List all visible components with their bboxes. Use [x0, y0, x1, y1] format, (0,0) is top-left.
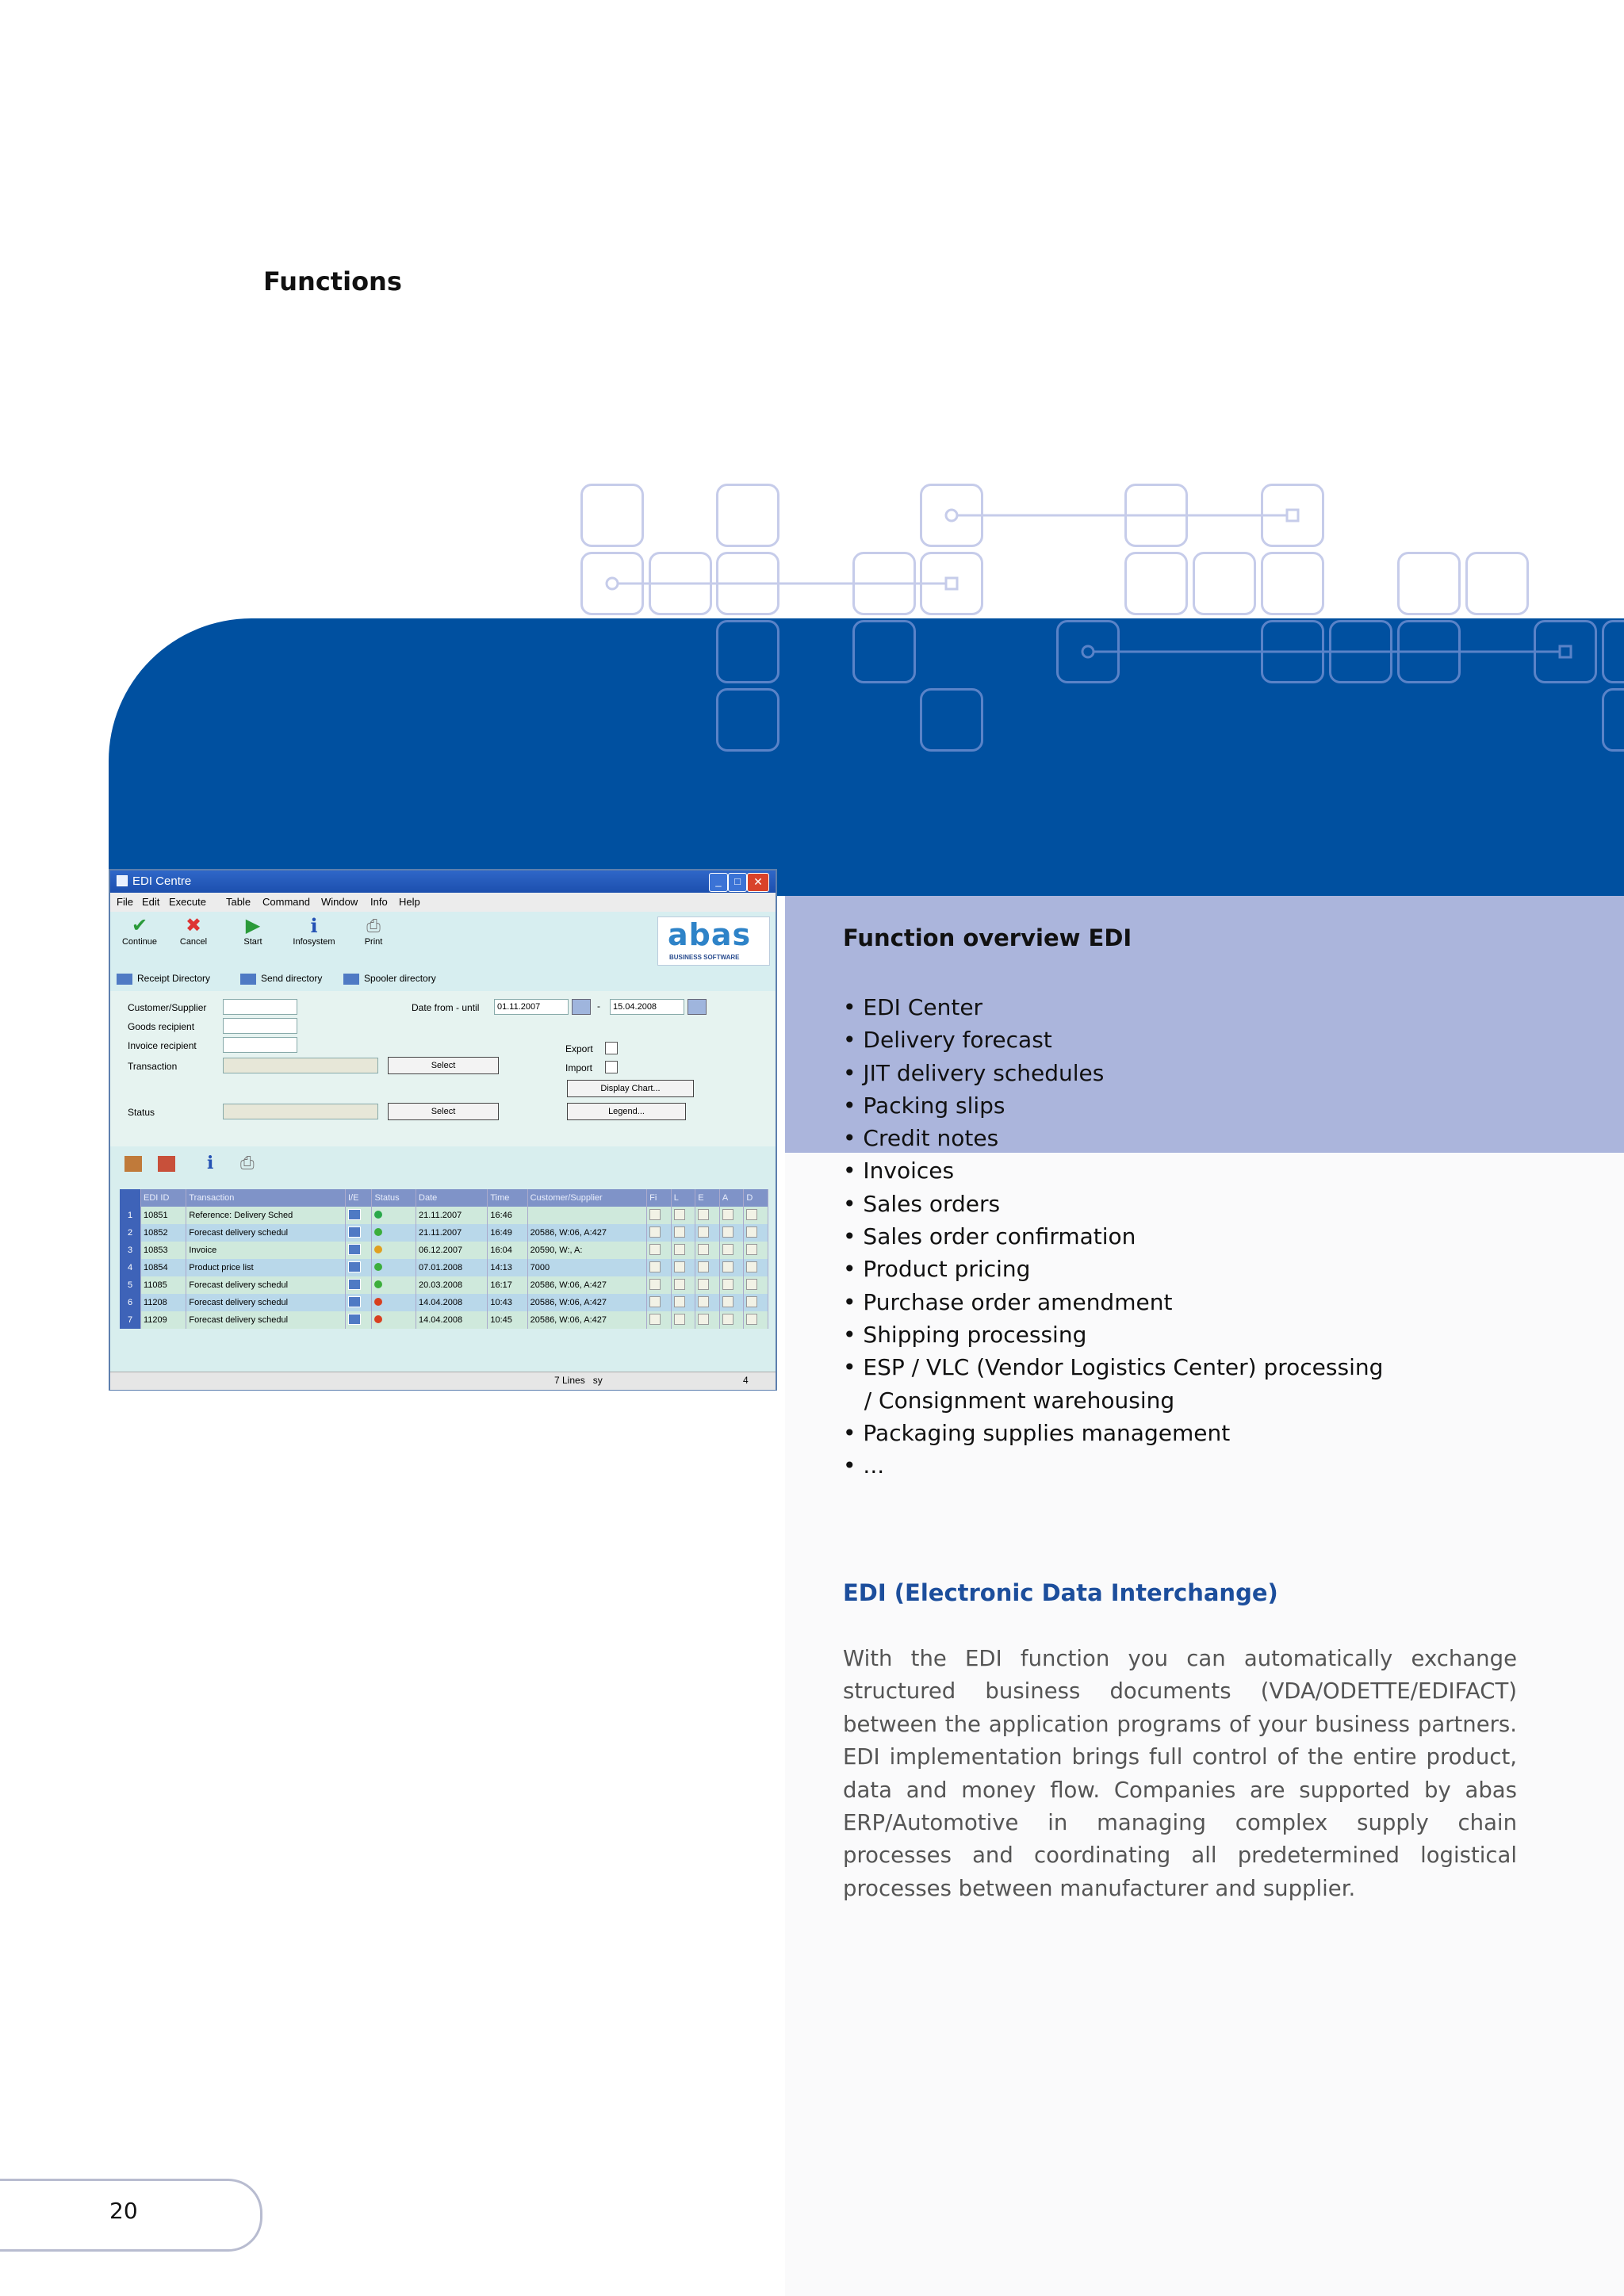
status-dot-icon [374, 1246, 382, 1253]
receipt-directory-link[interactable]: Receipt Directory [137, 973, 211, 984]
filter-form: Customer/Supplier Goods recipient Invoice recipient Transaction Select Status Select Date from - until 01.11.2007 - 15.04.2008 Export Import Display Chart... Legend... [110, 991, 776, 1146]
import-checkbox[interactable] [605, 1061, 618, 1073]
action-icon[interactable] [674, 1314, 685, 1325]
status-cell [372, 1259, 416, 1276]
action-icon[interactable] [674, 1226, 685, 1238]
status-dot-icon [374, 1263, 382, 1271]
a-cell [719, 1207, 744, 1224]
list-item: • Sales order confirmation [843, 1223, 1136, 1250]
direction-icon [348, 1209, 361, 1220]
list-item: / Consignment warehousing [843, 1387, 1175, 1414]
action-icon[interactable] [674, 1261, 685, 1272]
printer-icon: ⎙ [366, 916, 381, 936]
action-icon[interactable] [674, 1244, 685, 1255]
status-dot-icon [374, 1211, 382, 1219]
infosystem-button[interactable] [286, 915, 342, 947]
customer-supplier-cell: 7000 [527, 1259, 647, 1276]
row-number: 7 [120, 1311, 141, 1329]
action-icon[interactable] [649, 1244, 661, 1255]
table-row[interactable] [120, 1294, 768, 1311]
list-item: • Credit notes [843, 1125, 999, 1152]
menu-file[interactable]: File [117, 896, 133, 908]
folder-icon [343, 974, 359, 985]
status-cell [372, 1276, 416, 1294]
customer-supplier-cell: 20586, W:06, A:427 [527, 1276, 647, 1294]
row-number: 6 [120, 1294, 141, 1311]
transaction-label: Transaction [128, 1061, 178, 1072]
print-label: Print [364, 937, 383, 947]
folder-icon [117, 974, 132, 985]
column-header[interactable]: Date [416, 1189, 488, 1207]
menu-window[interactable]: Window [321, 896, 358, 908]
app-icon [117, 875, 128, 886]
results-area [110, 1146, 776, 1381]
transaction-cell: Forecast delivery schedul [186, 1294, 346, 1311]
edi-id-cell: 10852 [141, 1224, 186, 1242]
list-item: • EDI Center [843, 994, 983, 1020]
list-item: • Packing slips [843, 1092, 1005, 1119]
list-item: • ESP / VLC (Vendor Logistics Center) processing [843, 1354, 1384, 1381]
spooler-directory-link[interactable]: Spooler directory [364, 973, 436, 984]
e-cell [695, 1242, 720, 1259]
export-checkbox[interactable] [605, 1042, 618, 1054]
table-row[interactable] [120, 1207, 768, 1224]
menu-command[interactable]: Command [262, 896, 310, 908]
ie-cell [345, 1294, 371, 1311]
transaction-input[interactable] [223, 1058, 378, 1073]
action-icon[interactable] [746, 1209, 757, 1220]
action-icon[interactable] [722, 1314, 733, 1325]
action-icon[interactable] [674, 1279, 685, 1290]
abas-logo [657, 916, 770, 966]
edi-id-cell: 11208 [141, 1294, 186, 1311]
customer-supplier-label: Customer/Supplier [128, 1002, 207, 1013]
edi-id-cell: 11085 [141, 1276, 186, 1294]
fi-cell [647, 1242, 672, 1259]
time-cell: 10:43 [488, 1294, 527, 1311]
ie-cell [345, 1242, 371, 1259]
action-icon[interactable] [722, 1244, 733, 1255]
ie-cell [345, 1276, 371, 1294]
status-bar-text: 7 Lines sy [554, 1375, 603, 1386]
e-cell [695, 1224, 720, 1242]
date-cell: 14.04.2008 [416, 1311, 488, 1329]
edi-paragraph: With the EDI function you can automatically exchange structured business documents (VDA/ODETTE/EDIFACT) between the application programs of your business partners. EDI implementation brings full control of the entire product, data and money flow. Companies are supported by abas ERP/Automotive in managing complex supply chain processes and coordinating all predetermined logistical processes between manufacturer and supplier. [843, 1646, 1517, 1901]
page-number: 20 [109, 2198, 138, 2224]
customer-supplier-cell: 20586, W:06, A:427 [527, 1294, 647, 1311]
action-icon[interactable] [698, 1226, 709, 1238]
invoice-recipient-label: Invoice recipient [128, 1040, 197, 1051]
column-header[interactable]: Status [372, 1189, 416, 1207]
continue-button[interactable] [120, 915, 159, 947]
menu-edit[interactable]: Edit [142, 896, 160, 908]
cancel-button[interactable] [174, 915, 213, 947]
calendar-icon[interactable] [572, 999, 591, 1015]
d-cell [744, 1294, 768, 1311]
action-icon[interactable] [746, 1261, 757, 1272]
customer-supplier-cell: 20590, W:, A: [527, 1242, 647, 1259]
window-titlebar [110, 871, 776, 893]
status-input[interactable] [223, 1104, 378, 1119]
date-range-label: Date from - until [412, 1002, 480, 1013]
action-icon[interactable] [722, 1226, 733, 1238]
date-cell: 20.03.2008 [416, 1276, 488, 1294]
date-cell: 21.11.2007 [416, 1207, 488, 1224]
list-item: • Invoices [843, 1158, 955, 1184]
infosystem-label: Infosystem [293, 937, 335, 947]
window-title: EDI Centre [132, 874, 192, 888]
transaction-cell: Reference: Delivery Sched [186, 1207, 346, 1224]
folder-icon [240, 974, 256, 985]
column-header[interactable]: EDI ID [141, 1189, 186, 1207]
a-cell [719, 1224, 744, 1242]
time-cell: 16:17 [488, 1276, 527, 1294]
fi-cell [647, 1259, 672, 1276]
action-icon[interactable] [722, 1296, 733, 1307]
action-icon[interactable] [746, 1314, 757, 1325]
export-label: Export [565, 1043, 593, 1054]
edi-table [120, 1189, 768, 1329]
action-icon[interactable] [722, 1261, 733, 1272]
date-cell: 21.11.2007 [416, 1224, 488, 1242]
row-number: 5 [120, 1276, 141, 1294]
import-label: Import [565, 1062, 593, 1073]
table-row[interactable] [120, 1311, 768, 1329]
action-icon[interactable] [746, 1226, 757, 1238]
ie-cell [345, 1224, 371, 1242]
e-cell [695, 1207, 720, 1224]
cross-icon: ✖ [185, 915, 202, 936]
transaction-select-button[interactable]: Select [388, 1057, 499, 1074]
menu-info[interactable]: Info [370, 896, 388, 908]
fi-cell [647, 1311, 672, 1329]
e-cell [695, 1276, 720, 1294]
d-cell [744, 1276, 768, 1294]
play-icon: ▶ [245, 915, 261, 936]
table-row[interactable] [120, 1276, 768, 1294]
edi-id-cell: 10851 [141, 1207, 186, 1224]
column-header[interactable]: Customer/Supplier [527, 1189, 647, 1207]
edi-id-cell: 10854 [141, 1259, 186, 1276]
legend-label: Legend... [608, 1107, 645, 1116]
send-directory-link[interactable]: Send directory [261, 973, 323, 984]
row-number: 2 [120, 1224, 141, 1242]
date-cell: 06.12.2007 [416, 1242, 488, 1259]
menu-table[interactable]: Table [226, 896, 251, 908]
customer-supplier-cell [527, 1207, 647, 1224]
connector-lines [0, 0, 1624, 793]
status-label: Status [128, 1107, 155, 1118]
l-cell [671, 1311, 695, 1329]
d-cell [744, 1224, 768, 1242]
date-from-input[interactable]: 01.11.2007 [494, 999, 569, 1015]
status-cell [372, 1207, 416, 1224]
action-icon[interactable] [698, 1209, 709, 1220]
goods-recipient-label: Goods recipient [128, 1021, 195, 1032]
display-chart-label: Display Chart... [600, 1084, 661, 1093]
display-chart-button[interactable] [567, 1080, 694, 1097]
start-button[interactable] [237, 915, 269, 947]
status-dot-icon [374, 1315, 382, 1323]
row-number: 4 [120, 1259, 141, 1276]
table-row[interactable] [120, 1224, 768, 1242]
action-icon[interactable] [746, 1244, 757, 1255]
status-dot-icon [374, 1280, 382, 1288]
list-item: • Shipping processing [843, 1321, 1087, 1348]
direction-icon [348, 1279, 361, 1290]
status-cell [372, 1242, 416, 1259]
fi-cell [647, 1224, 672, 1242]
edi-centre-window [109, 869, 777, 1391]
l-cell [671, 1207, 695, 1224]
customer-supplier-cell: 20586, W:06, A:427 [527, 1224, 647, 1242]
menu-bar [110, 893, 776, 912]
transaction-cell: Forecast delivery schedul [186, 1311, 346, 1329]
l-cell [671, 1224, 695, 1242]
goods-recipient-input[interactable] [223, 1018, 297, 1034]
fi-cell [647, 1276, 672, 1294]
status-dot-icon [374, 1228, 382, 1236]
action-icon[interactable] [722, 1209, 733, 1220]
e-cell [695, 1294, 720, 1311]
printer-icon[interactable]: ⎙ [240, 1153, 255, 1173]
date-until-input[interactable]: 15.04.2008 [610, 999, 684, 1015]
action-icon[interactable] [698, 1314, 709, 1325]
minimize-icon[interactable]: _ [709, 873, 728, 892]
direction-icon [348, 1244, 361, 1255]
direction-icon [348, 1226, 361, 1238]
action-icon[interactable] [746, 1296, 757, 1307]
edi-id-cell: 10853 [141, 1242, 186, 1259]
info-icon: i [310, 914, 318, 937]
maximize-icon[interactable]: □ [728, 873, 747, 892]
logo-subtitle: BUSINESS SOFTWARE [669, 954, 740, 961]
fi-cell [647, 1294, 672, 1311]
customer-supplier-cell: 20586, W:06, A:427 [527, 1311, 647, 1329]
legend-button[interactable] [567, 1103, 686, 1120]
action-icon[interactable] [722, 1279, 733, 1290]
e-cell [695, 1311, 720, 1329]
d-cell [744, 1311, 768, 1329]
action-icon[interactable] [649, 1261, 661, 1272]
action-icon[interactable] [698, 1279, 709, 1290]
edi-id-cell: 11209 [141, 1311, 186, 1329]
transaction-cell: Invoice [186, 1242, 346, 1259]
a-cell [719, 1311, 744, 1329]
d-cell [744, 1259, 768, 1276]
table-header [120, 1189, 768, 1207]
time-cell: 16:49 [488, 1224, 527, 1242]
row-number: 1 [120, 1207, 141, 1224]
table-icon[interactable] [124, 1156, 142, 1172]
customer-supplier-input[interactable] [223, 999, 297, 1015]
logo-text: abas [668, 917, 752, 952]
toolbar [110, 912, 776, 968]
page-title: Functions [263, 266, 402, 297]
action-icon[interactable] [649, 1279, 661, 1290]
action-icon[interactable] [698, 1244, 709, 1255]
status-cell [372, 1294, 416, 1311]
action-icon[interactable] [649, 1296, 661, 1307]
table-row[interactable] [120, 1242, 768, 1259]
e-cell [695, 1259, 720, 1276]
action-icon[interactable] [674, 1209, 685, 1220]
action-icon[interactable] [649, 1314, 661, 1325]
status-bar-count: 4 [743, 1375, 749, 1386]
column-header[interactable]: I/E [345, 1189, 371, 1207]
action-icon[interactable] [746, 1279, 757, 1290]
list-item: • Packaging supplies management [843, 1419, 1231, 1446]
continue-label: Continue [121, 937, 158, 947]
menu-execute[interactable]: Execute [169, 896, 206, 908]
l-cell [671, 1259, 695, 1276]
list-item: • Delivery forecast [843, 1027, 1052, 1054]
ie-cell [345, 1207, 371, 1224]
ie-cell [345, 1311, 371, 1329]
start-label: Start [243, 937, 262, 947]
status-bar [110, 1372, 776, 1390]
a-cell [719, 1294, 744, 1311]
edi-heading: EDI (Electronic Data Interchange) [843, 1579, 1278, 1606]
a-cell [719, 1242, 744, 1259]
column-header[interactable]: Transaction [186, 1189, 346, 1207]
column-header[interactable]: L [671, 1189, 695, 1207]
transaction-cell: Forecast delivery schedul [186, 1276, 346, 1294]
a-cell [719, 1276, 744, 1294]
l-cell [671, 1242, 695, 1259]
table-icon[interactable] [158, 1156, 175, 1172]
d-cell [744, 1207, 768, 1224]
l-cell [671, 1276, 695, 1294]
list-item: • Purchase order amendment [843, 1288, 1173, 1315]
time-cell: 16:04 [488, 1242, 527, 1259]
check-icon: ✔ [131, 915, 148, 936]
close-icon[interactable]: ✕ [747, 873, 769, 892]
column-header[interactable]: E [695, 1189, 720, 1207]
fi-cell [647, 1207, 672, 1224]
list-item: • Sales orders [843, 1190, 1001, 1217]
ie-cell [345, 1259, 371, 1276]
status-cell [372, 1311, 416, 1329]
status-select-button[interactable]: Select [388, 1103, 499, 1120]
calendar-icon[interactable] [688, 999, 707, 1015]
a-cell [719, 1259, 744, 1276]
column-header[interactable]: Time [488, 1189, 527, 1207]
action-icon[interactable] [698, 1296, 709, 1307]
print-button[interactable] [358, 915, 389, 947]
function-list [843, 991, 1557, 1482]
row-number: 3 [120, 1242, 141, 1259]
cancel-label: Cancel [179, 937, 208, 947]
invoice-recipient-input[interactable] [223, 1037, 297, 1053]
action-icon[interactable] [649, 1226, 661, 1238]
d-cell [744, 1242, 768, 1259]
info-icon[interactable]: i [207, 1153, 214, 1173]
list-item: • ... [843, 1452, 885, 1479]
time-cell: 10:45 [488, 1311, 527, 1329]
date-cell: 14.04.2008 [416, 1294, 488, 1311]
direction-icon [348, 1296, 361, 1307]
transaction-cell: Product price list [186, 1259, 346, 1276]
time-cell: 14:13 [488, 1259, 527, 1276]
direction-icon [348, 1261, 361, 1272]
time-cell: 16:46 [488, 1207, 527, 1224]
date-cell: 07.01.2008 [416, 1259, 488, 1276]
menu-help[interactable]: Help [399, 896, 420, 908]
list-item: • Product pricing [843, 1256, 1031, 1283]
table-row[interactable] [120, 1259, 768, 1276]
column-header[interactable]: A [719, 1189, 744, 1207]
status-dot-icon [374, 1298, 382, 1306]
l-cell [671, 1294, 695, 1311]
action-icon[interactable] [698, 1261, 709, 1272]
action-icon[interactable] [674, 1296, 685, 1307]
direction-icon [348, 1314, 361, 1325]
directory-bar [110, 967, 776, 992]
column-header[interactable]: Fi [647, 1189, 672, 1207]
transaction-cell: Forecast delivery schedul [186, 1224, 346, 1242]
action-icon[interactable] [649, 1209, 661, 1220]
overview-title: Function overview EDI [843, 924, 1132, 951]
column-header[interactable]: D [744, 1189, 768, 1207]
status-cell [372, 1224, 416, 1242]
list-item: • JIT delivery schedules [843, 1059, 1105, 1086]
